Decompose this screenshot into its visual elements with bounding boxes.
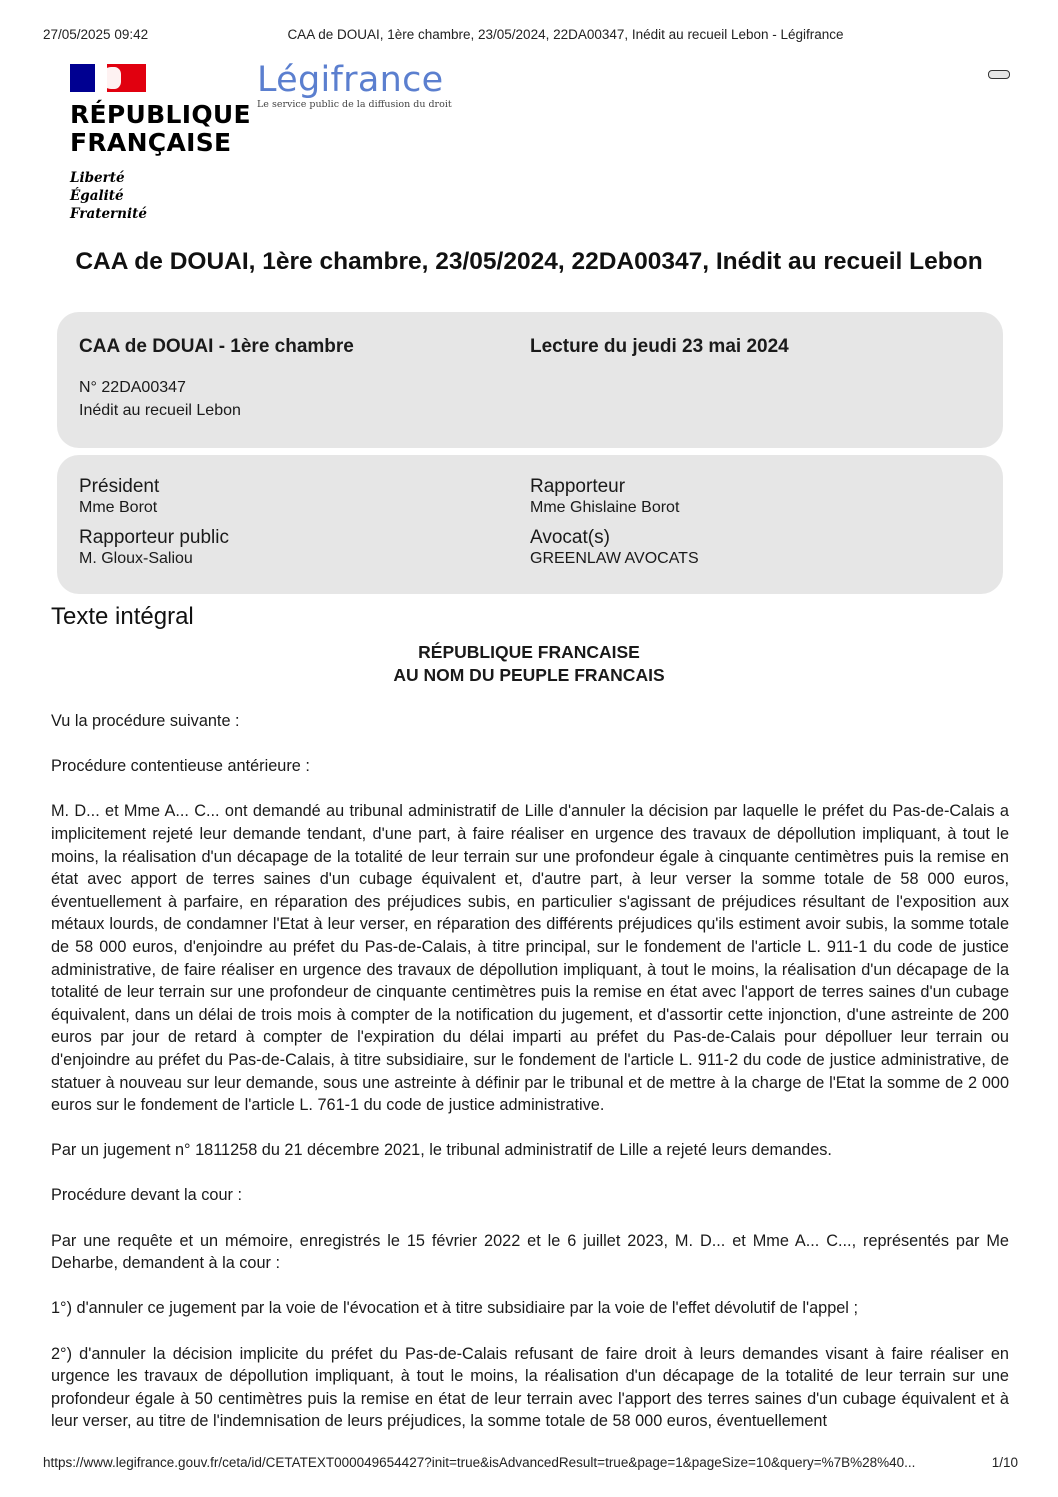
paragraph: Procédure contentieuse antérieure : xyxy=(51,757,310,776)
rapporteur-public-block xyxy=(79,527,229,568)
paragraph: Procédure devant la cour : xyxy=(51,1186,242,1205)
decision-body xyxy=(51,710,1009,1456)
avocat-name: GREENLAW AVOCATS xyxy=(530,550,699,567)
president-label: Président xyxy=(79,476,160,497)
paragraph: Vu la procédure suivante : xyxy=(51,712,240,730)
paragraph: M. D... et Mme A... C... ont demandé au tribunal administratif de Lille d'annuler la décision par laquelle le préfet du Pas-de-Calais a implicitement rejeté leur demande tendant, d'une part, à faire réaliser en urgence des travaux de dépollution impliquant, à tout le moins, la réalisation d'un décapage de la totalité de leur terrain sur une profondeur égale à cinquante centimètres puis la remise en état avec apport de terres saines d'un cubage équivalent et, d'autre part, à leur verser la somme totale de 58 000 euros, éventuellement à parfaire, en réparation des préjudices subis, en particulier s'agissant de préjudices résultant de l'exposition aux métaux lourds, de condamner l'Etat à leur verser, en réparation des différents préjudices qu'ils estiment avoir subis, la somme totale de 58 000 euros, d'enjoindre au préfet du Pas-de-Calais, à titre principal, sur le fondement de l'article L. 911-1 du code de justice administrative, de faire réaliser en urgence des travaux de dépollution impliquant, à tout le moins, la réalisation d'un décapage de la totalité de leur terrain sur une profondeur de cinquante centimètres puis la remise en état avec l'apport de terres saines d'un cubage équivalent, dans un délai de trois mois à compter de la notification du jugement, et d'assortir cette injonction, d'une astreinte de 200 euros par jour de retard à compter de l'expiration du délai imparti au préfet du Pas-de-Calais pour dépolluer leur terrain ou d'enjoindre au préfet du Pas-de-Calais, à titre subsidiaire, sur le fondement de l'article L. 911-2 du code de justice administrative, de statuer à nouveau sur leur demande, sous une astreinte à définir par le tribunal et de mettre à la charge de l'Etat la somme de 2 000 euros sur le fondement de l'article L. 761-1 du code de justice administrative. xyxy=(51,802,1009,1115)
republique-francaise-logo[interactable] xyxy=(70,64,251,223)
paragraph: 2°) d'annuler la décision implicite du préfet du Pas-de-Calais refusant de faire droit à leurs demandes visant à faire réaliser en urgence les travaux de dépollution impliquant, à tout le moins, la réalisation d'un décapage de la totalité de leur terrain sur une profondeur égale à 50 centimètres puis la remise en état de leur terrain avec l'apport des terres saines d'un cubage équivalent et à leur verser, au titre de l'indemnisation de leurs préjudices, la somme totale de 58 000 euros, éventuellement xyxy=(51,1344,1009,1431)
page-number: 1/10 xyxy=(991,1455,1018,1470)
page-title: CAA de DOUAI, 1ère chambre, 23/05/2024, 22DA00347, Inédit au recueil Lebon xyxy=(75,248,983,275)
legifrance-logo[interactable] xyxy=(257,60,452,110)
rapporteur-public-label: Rapporteur public xyxy=(79,527,229,548)
jurisdiction: CAA de DOUAI - 1ère chambre xyxy=(79,336,354,357)
rapporteur-name: Mme Ghislaine Borot xyxy=(530,499,680,516)
paragraph: Par une requête et un mémoire, enregistrés le 15 février 2022 et le 6 juillet 2023, M. D... et Mme A... C..., représentés par Me Deharbe, demandent à la cour : xyxy=(51,1231,1009,1273)
paragraph: Par un jugement n° 1811258 du 21 décembre 2021, le tribunal administratif de Lille a rejeté leurs demandes. xyxy=(51,1141,832,1160)
site-name: Légifrance xyxy=(257,60,444,100)
menu-button[interactable] xyxy=(988,70,1010,79)
print-datetime: 27/05/2025 09:42 xyxy=(43,27,149,42)
decision-header: RÉPUBLIQUE FRANCAISE AU NOM DU PEUPLE FRANCAIS xyxy=(393,642,665,685)
full-text-heading: Texte intégral xyxy=(51,603,194,630)
page-url[interactable]: https://www.legifrance.gouv.fr/ceta/id/CETATEXT000049654427?init=true&isAdvancedResult=true&page=1&pageSize=10&query=%7B%28%40... xyxy=(43,1455,916,1470)
president-name: Mme Borot xyxy=(79,499,158,516)
reading-date: Lecture du jeudi 23 mai 2024 xyxy=(530,336,789,357)
decision-info-card xyxy=(57,312,1003,448)
rapporteur-block xyxy=(530,476,679,517)
rapporteur-public-name: M. Gloux-Saliou xyxy=(79,550,193,567)
avocat-block xyxy=(530,527,699,568)
republic-motto: Liberté Égalité Fraternité xyxy=(70,170,147,222)
site-tagline: Le service public de la diffusion du droit xyxy=(257,99,452,110)
publication-status: Inédit au recueil Lebon xyxy=(79,402,241,419)
parties-card xyxy=(57,455,1003,594)
print-page-title: CAA de DOUAI, 1ère chambre, 23/05/2024, 22DA00347, Inédit au recueil Lebon - Légifrance xyxy=(287,27,844,42)
paragraph: 1°) d'annuler ce jugement par la voie de l'évocation et à titre subsidiaire par la voie de l'effet dévolutif de l'appel ; xyxy=(51,1299,858,1318)
president-block xyxy=(79,476,159,517)
rapporteur-label: Rapporteur xyxy=(530,476,626,497)
marianne-flag-icon xyxy=(70,64,146,92)
decision-number: N° 22DA00347 xyxy=(79,379,186,396)
decision-identifiers xyxy=(79,376,241,422)
republic-name: RÉPUBLIQUE FRANÇAISE xyxy=(70,100,251,157)
avocat-label: Avocat(s) xyxy=(530,527,610,548)
